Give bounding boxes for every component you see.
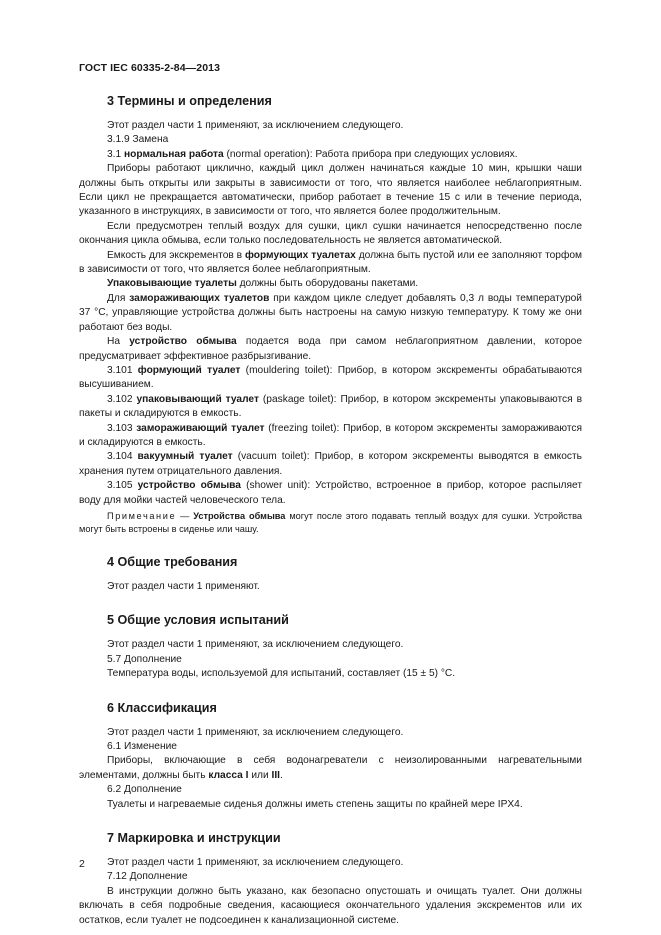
paragraph: [79, 393, 582, 422]
paragraph: [79, 277, 582, 291]
text-run: (mouldering toilet): Прибор, в котором экскременты обрабатываются высушиванием.: [79, 364, 582, 391]
text-run: 3.104: [107, 451, 138, 463]
text-run: На: [107, 336, 130, 348]
text-run: (vacuum toilet): Прибор, в котором экскременты выводятся в емкость хранения путем отрицательного давления.: [79, 451, 582, 477]
paragraph: [79, 249, 582, 278]
defined-term: вакуумный туалет: [137, 451, 233, 463]
defined-term: упаковывающий туалет: [136, 393, 259, 405]
defined-term: формующий туалет: [137, 364, 241, 376]
document-body: [79, 93, 582, 928]
text-run: или: [248, 769, 272, 781]
paragraph: 6.1 Изменение: [107, 741, 177, 752]
paragraph: [79, 335, 582, 364]
page-number: 2: [79, 858, 85, 870]
paragraph: [79, 292, 582, 335]
text-run: Приборы, включающие в себя водонагреватели с неизолированными нагревательными элементами, должны быть: [79, 755, 582, 781]
paragraph: Этот раздел части 1 применяют.: [107, 580, 260, 592]
paragraph: [79, 148, 582, 162]
running-header: ГОСТ IEC 60335-2-84—2013: [79, 62, 221, 74]
paragraph: Этот раздел части 1 применяют, за исключением следующего.: [107, 639, 404, 651]
text-run: должна быть пустой или ее заполняют торфом в зависимости от того, что является более неблагоприятным.: [79, 249, 583, 276]
text-run: 3.103: [107, 422, 137, 434]
paragraph: [79, 364, 582, 393]
text-run: (normal operation): Работа прибора при следующих условиях.: [223, 148, 518, 160]
paragraph: В инструкции должно быть указано, как безопасно опустошать и очищать туалет. Они должны включать в себя подробные сведения, касающиеся окончательного удаления экскрементов или их остатков, если туалет не подсоединен к канализационной системе.: [79, 885, 582, 926]
paragraph: 7.12 Дополнение: [107, 871, 188, 883]
note-dash: —: [176, 510, 194, 521]
defined-term: устройство обмыва: [137, 480, 241, 492]
paragraph: Этот раздел части 1 применяют, за исключением следующего.: [107, 120, 404, 131]
text-run: 3.102: [107, 393, 137, 405]
paragraph: Если предусмотрен теплый воздух для сушки, цикл сушки начинается непосредственно после окончания цикла обмыва, если только последовательность не является автоматической.: [79, 220, 582, 247]
paragraph: 5.7 Дополнение: [107, 653, 182, 665]
defined-term: Устройства обмыва: [193, 510, 286, 521]
defined-term: нормальная работа: [124, 148, 224, 160]
text-run: 3.105: [107, 480, 138, 492]
defined-term: класса I: [208, 769, 249, 781]
text-run: должны быть оборудованы пакетами.: [236, 278, 419, 290]
paragraph: [79, 422, 582, 451]
text-run: 3.101: [107, 364, 138, 376]
defined-term: замораживающих туалетов: [129, 292, 270, 304]
note: [79, 510, 582, 536]
paragraph: Этот раздел части 1 применяют, за исключением следующего.: [107, 857, 404, 869]
section-title: 7 Маркировка и инструкции: [107, 831, 281, 846]
paragraph: Температура воды, используемой для испытаний, составляет (15 ± 5) °С.: [107, 668, 456, 680]
paragraph: 6.2 Дополнение: [107, 784, 182, 796]
text-run: Для: [107, 292, 130, 304]
section-title: 6 Классификация: [107, 700, 217, 715]
note-label: Примечание: [107, 510, 177, 521]
paragraph: [79, 754, 582, 783]
paragraph: Приборы работают циклично, каждый цикл должен начинаться каждые 10 мин, крышки чаши должны быть открыты или закрыты в зависимости от того, что является наиболее неблагоприятным. Если цикл не прекращается автоматически, прибор работает в течение 15 с или в течение периода, указанного в инструкциях, в зависимости от того, что является более продолжительным.: [79, 163, 582, 218]
paragraph: [79, 479, 582, 508]
note-text: могут после этого подавать теплый воздух для сушки. Устройства могут быть встроены в сиденье или чашу.: [79, 510, 582, 534]
section-title: 4 Общие требования: [107, 554, 238, 569]
paragraph: 3.1.9 Замена: [107, 134, 169, 146]
section-title: 5 Общие условия испытаний: [107, 613, 289, 628]
section-title: 3 Термины и определения: [107, 94, 272, 108]
defined-term: Упаковывающие туалеты: [107, 278, 237, 290]
paragraph: Туалеты и нагреваемые сиденья должны иметь степень защиты по крайней мере IPX4.: [107, 798, 523, 810]
text-run: (freezing toilet): Прибор, в котором экскременты замораживаются и складируются в емкость.: [79, 422, 582, 448]
defined-term: устройство обмыва: [129, 336, 237, 348]
text-run: 3.1: [107, 148, 124, 160]
text-run: подается вода при самом неблагоприятном давлении, которое предусматривает эффективное разбрызгивание.: [79, 336, 582, 362]
text-run: при каждом цикле следует добавлять 0,3 л воды температурой 37 °С, управляющие устройства должны быть настроены на самую низкую температуру. К тому же они работают без воды.: [79, 292, 583, 333]
text-run: .: [280, 769, 283, 781]
paragraph: [79, 450, 582, 479]
text-run: (shower unit): Устройство, встроенное в прибор, которое распыляет воду для мойки частей человеческого тела.: [79, 480, 582, 506]
defined-term: формующих туалетах: [244, 249, 356, 261]
text-run: (paskage toilet): Прибор, в котором экскременты упаковываются в пакеты и складируются в емкость.: [79, 393, 582, 420]
defined-term: III: [271, 769, 280, 781]
text-run: Емкость для экскрементов в: [107, 249, 245, 261]
defined-term: замораживающий туалет: [136, 422, 265, 434]
paragraph: Этот раздел части 1 применяют, за исключением следующего.: [107, 726, 404, 738]
